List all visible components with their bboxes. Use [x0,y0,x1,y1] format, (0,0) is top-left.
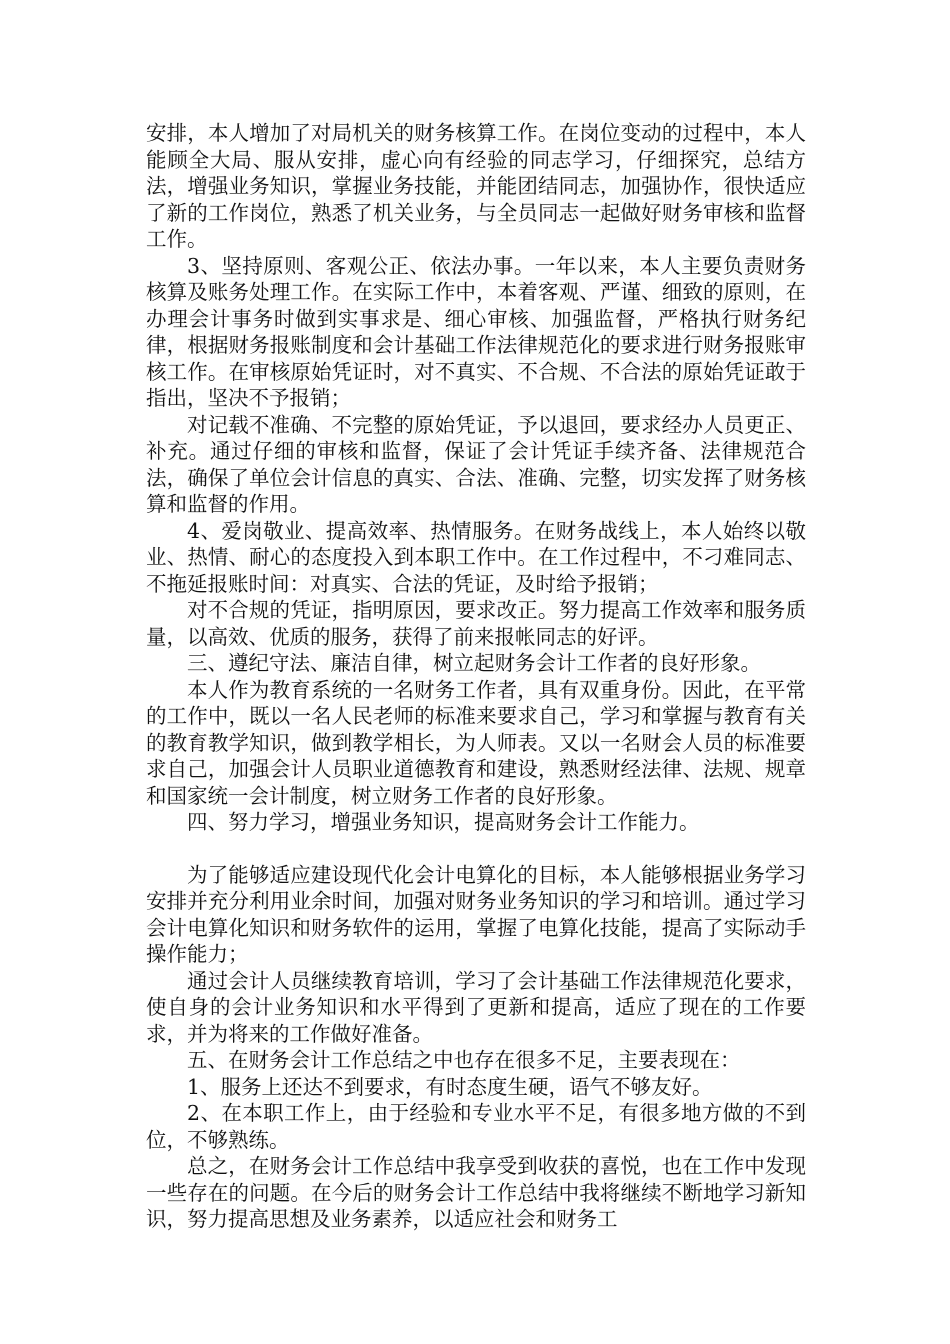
paragraph: 为了能够适应建设现代化会计电算化的目标，本人能够根据业务学习安排并充分利用业余时间，加强对财务业务知识的学习和培训。通过学习会计电算化知识和财务软件的运用，掌握了电算化技能，提高了实际动手操作能力； [146,862,806,966]
paragraph: 安排，本人增加了对局机关的财务核算工作。在岗位变动的过程中，本人能顾全大局、服从安排，虚心向有经验的同志学习，仔细探究，总结方法，增强业务知识，掌握业务技能，并能团结同志，加强协作，很快适应了新的工作岗位，熟悉了机关业务，与全员同志一起做好财务审核和监督工作。 [146,121,806,251]
paragraph: 对记载不准确、不完整的原始凭证，予以退回，要求经办人员更正、补充。通过仔细的审核和监督，保证了会计凭证手续齐备、法律规范合法，确保了单位会计信息的真实、合法、准确、完整，切实发挥了财务核算和监督的作用。 [146,412,806,516]
paragraph: 3、坚持原则、客观公正、依法办事。一年以来，本人主要负责财务核算及账务处理工作。在实际工作中，本着客观、严谨、细致的原则，在办理会计事务时做到实事求是、细心审核、加强监督，严格执行财务纪律，根据财务报账制度和会计基础工作法律规范化的要求进行财务报账审核工作。在审核原始凭证时，对不真实、不合规、不合法的原始凭证敢于指出，坚决不予报销； [146,253,806,410]
paragraph: 通过会计人员继续教育培训，学习了会计基础工作法律规范化要求，使自身的会计业务知识和水平得到了更新和提高，适应了现在的工作要求，并为将来的工作做好准备。 [146,968,806,1046]
paragraph: 4、爱岗敬业、提高效率、热情服务。在财务战线上，本人始终以敬业、热情、耐心的态度投入到本职工作中。在工作过程中，不刁难同志、不拖延报账时间：对真实、合法的凭证，及时给予报销； [146,518,806,596]
paragraph: 五、在财务会计工作总结之中也存在很多不足，主要表现在： [187,1048,741,1072]
paragraph: 总之，在财务会计工作总结中我享受到收获的喜悦，也在工作中发现一些存在的问题。在今后的财务会计工作总结中我将继续不断地学习新知识，努力提高思想及业务素养，以适应社会和财务工 [146,1154,806,1231]
paragraph: 2、在本职工作上，由于经验和专业水平不足，有很多地方做的不到位，不够熟练。 [146,1101,806,1152]
document-body [146,120,806,1233]
paragraph-gap [146,836,806,862]
paragraph: 对不合规的凭证，指明原因，要求改正。努力提高工作效率和服务质量，以高效、优质的服务，获得了前来报帐同志的好评。 [146,598,806,649]
paragraph: 本人作为教育系统的一名财务工作者，具有双重身份。因此，在平常的工作中，既以一名人民老师的标准来要求自己，学习和掌握与教育有关的教育教学知识，做到教学相长，为人师表。又以一名财会人员的标准要求自己，加强会计人员职业道德教育和建设，熟悉财经法律、法规、规章和国家统一会计制度，树立财务工作者的良好形象。 [146,677,806,808]
paragraph: 四、努力学习，增强业务知识，提高财务会计工作能力。 [187,810,700,834]
paragraph: 1、服务上还达不到要求，有时态度生硬，语气不够友好。 [187,1074,713,1099]
paragraph: 三、遵纪守法、廉洁自律，树立起财务会计工作者的良好形象。 [187,651,761,675]
